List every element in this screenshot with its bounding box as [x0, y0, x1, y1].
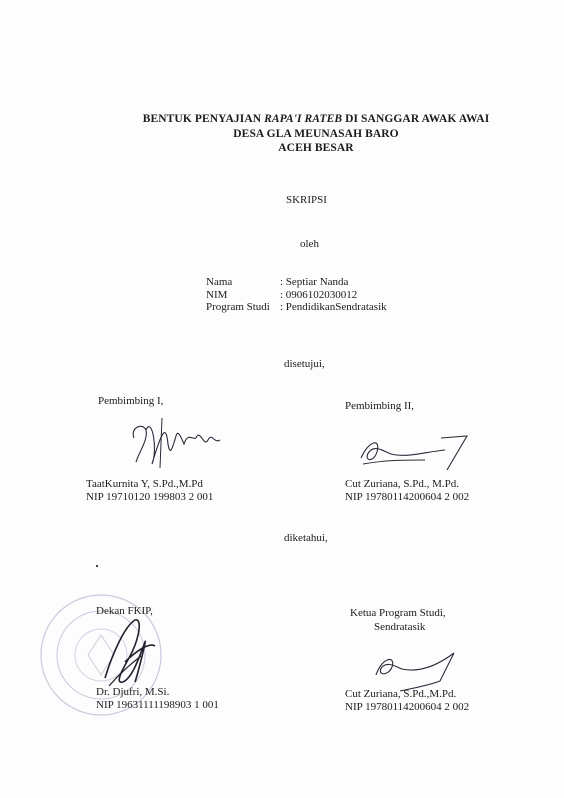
title-line-3: ACEH BESAR: [278, 142, 354, 154]
head-role-line2: Sendratasik: [374, 621, 426, 633]
supervisor1-nip: NIP 19710120 199803 2 001: [86, 491, 214, 503]
head-name: Cut Zuriana, S.Pd.,M.Pd.: [345, 688, 457, 700]
dean-signature: [95, 612, 165, 692]
author-by: oleh: [300, 238, 319, 250]
supervisor2-nip: NIP 19780114200604 2 002: [345, 491, 470, 503]
student-nim-row: NIM : 0906102030012: [206, 288, 358, 301]
document-type: SKRIPSI: [286, 194, 327, 206]
student-info: [206, 276, 387, 314]
dean-nip: NIP 19631111198903 1 001: [96, 699, 219, 711]
approved-label: disetujui,: [284, 358, 325, 370]
supervisor1-signature: [122, 410, 232, 472]
dean-role: Dekan FKIP,: [96, 605, 153, 617]
dean-name: Dr. Djufri, M.Si.: [96, 686, 170, 698]
supervisor2-role: Pembimbing II,: [345, 400, 415, 412]
title-line-1: BENTUK PENYAJIAN RAPA'I RATEB DI SANGGAR AWAK AWAI: [142, 113, 490, 125]
supervisor2-signature: [355, 430, 475, 475]
acknowledged-label: diketahui,: [284, 532, 328, 544]
head-nip: NIP 19780114200604 2 002: [345, 701, 470, 713]
supervisor1-role: Pembimbing I,: [98, 395, 164, 407]
title-line-2: DESA GLA MEUNASAH BARO: [233, 128, 399, 140]
scan-speck: [96, 565, 98, 567]
student-program-row: Program Studi : PendidikanSendratasik: [206, 301, 387, 313]
head-role-line1: Ketua Program Studi,: [350, 607, 446, 619]
student-name-row: Nama : Septiar Nanda: [206, 276, 349, 288]
supervisor1-name: TaatKurnita Y, S.Pd.,M.Pd: [86, 478, 203, 490]
supervisor2-name: Cut Zuriana, S.Pd., M.Pd.: [345, 478, 459, 490]
